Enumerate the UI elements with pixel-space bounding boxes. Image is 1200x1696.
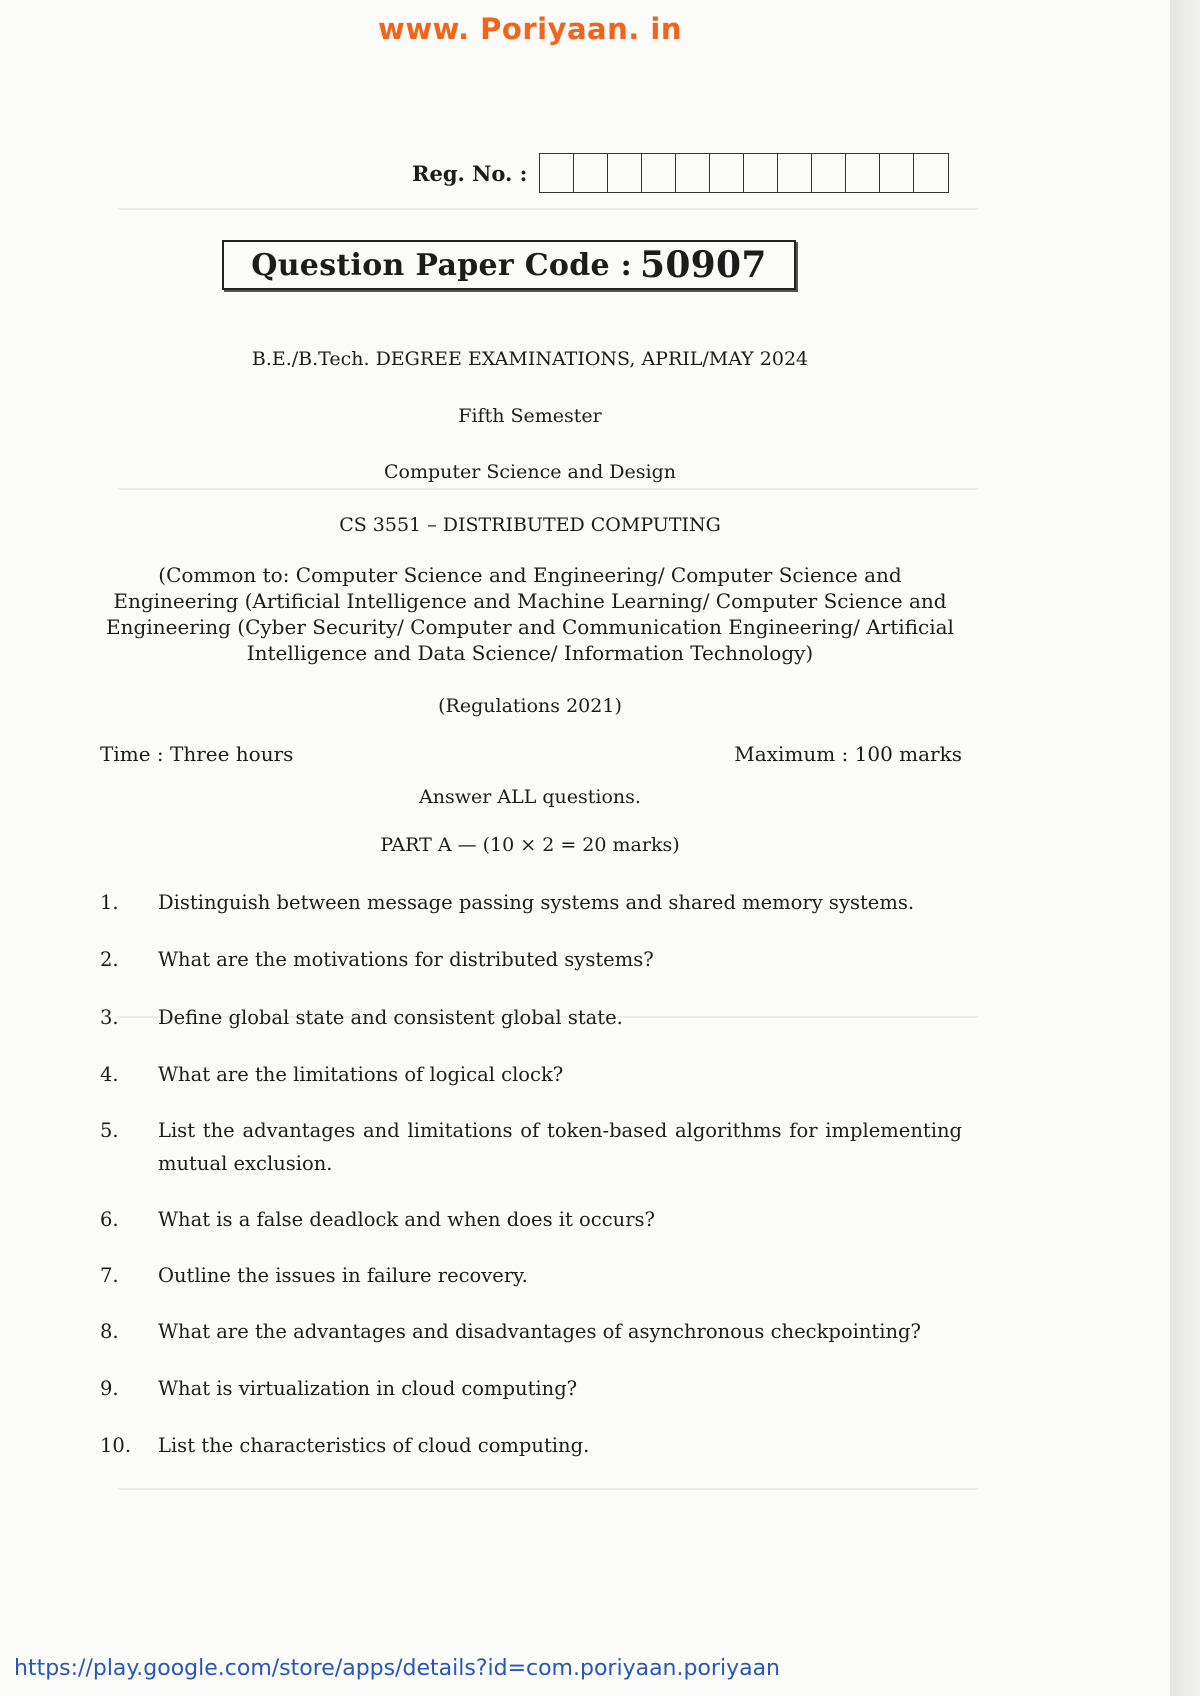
question-text: What are the limitations of logical clock?	[158, 1063, 564, 1086]
reg-number-digit-box	[744, 154, 778, 192]
question-number: 1.	[100, 891, 119, 914]
reg-number-row	[412, 153, 949, 193]
bleed-through-line	[118, 208, 978, 210]
question-item	[100, 1203, 962, 1236]
reg-number-digit-box	[778, 154, 812, 192]
common-to-note: (Common to: Computer Science and Engineering/ Computer Science and Engineering (Artificial Intelligence and Machine Learning/ Computer Science and Engineering (Cyber Security/ Computer and Communication Engineering/ Artificial Intelligence and Data Science/ Information Technology)	[106, 563, 954, 665]
semester: Fifth Semester	[458, 405, 602, 427]
exam-title: B.E./B.Tech. DEGREE EXAMINATIONS, APRIL/MAY 2024	[251, 348, 809, 370]
instruction: Answer ALL questions.	[419, 786, 641, 808]
reg-number-digit-box	[574, 154, 608, 192]
paper-code-number: 50907	[639, 244, 767, 286]
reg-number-label: Reg. No. :	[412, 160, 528, 186]
part-a-heading: PART A — (10 × 2 = 20 marks)	[380, 834, 680, 856]
question-text: Define global state and consistent global state.	[158, 1006, 623, 1029]
question-item	[100, 1114, 962, 1180]
question-text: List the advantages and limitations of token-based algorithms for implementing mutual exclusion.	[158, 1119, 962, 1175]
branch: Computer Science and Design	[383, 461, 676, 483]
reg-number-digit-box	[880, 154, 914, 192]
question-number: 10.	[100, 1434, 132, 1457]
footer-link[interactable]: https://play.google.com/store/apps/details?id=com.poriyaan.poriyaan	[14, 1656, 780, 1681]
question-item	[100, 1372, 962, 1405]
time-marks-row	[100, 742, 962, 766]
maximum-marks: Maximum : 100 marks	[734, 742, 962, 766]
question-number: 9.	[100, 1377, 119, 1400]
question-text: What are the advantages and disadvantages of asynchronous checkpointing?	[158, 1320, 921, 1343]
reg-number-digit-box	[540, 154, 574, 192]
question-item	[100, 886, 962, 919]
question-text: What are the motivations for distributed systems?	[158, 948, 654, 971]
reg-number-digit-box	[812, 154, 846, 192]
question-number: 6.	[100, 1208, 119, 1231]
reg-number-digit-box	[642, 154, 676, 192]
question-item	[100, 1259, 962, 1292]
time-allowed: Time : Three hours	[100, 742, 294, 766]
question-number: 4.	[100, 1063, 119, 1086]
bleed-through-line	[118, 488, 978, 490]
site-header[interactable]: www. Poriyaan. in	[378, 12, 682, 46]
bleed-through-line	[118, 1488, 978, 1490]
reg-number-digit-box	[608, 154, 642, 192]
reg-number-digit-box	[676, 154, 710, 192]
reg-number-digit-box	[710, 154, 744, 192]
course-title: CS 3551 – DISTRIBUTED COMPUTING	[339, 514, 721, 536]
question-number: 3.	[100, 1006, 119, 1029]
reg-number-boxes	[539, 153, 949, 193]
question-item	[100, 1429, 962, 1462]
question-item	[100, 1315, 962, 1348]
question-paper-code-box	[222, 240, 796, 290]
question-text: List the characteristics of cloud computing.	[158, 1434, 590, 1457]
question-text: What is virtualization in cloud computing?	[158, 1377, 578, 1400]
question-text: What is a false deadlock and when does it occurs?	[158, 1208, 655, 1231]
reg-number-digit-box	[914, 154, 948, 192]
question-item	[100, 1058, 962, 1091]
question-text: Distinguish between message passing systems and shared memory systems.	[158, 891, 915, 914]
regulations: (Regulations 2021)	[438, 695, 622, 717]
question-item	[100, 1001, 962, 1034]
paper-code-label: Question Paper Code :	[251, 247, 632, 283]
question-item	[100, 943, 962, 976]
question-text: Outline the issues in failure recovery.	[158, 1264, 528, 1287]
question-number: 5.	[100, 1119, 119, 1142]
question-number: 8.	[100, 1320, 119, 1343]
reg-number-digit-box	[846, 154, 880, 192]
question-number: 2.	[100, 948, 119, 971]
question-number: 7.	[100, 1264, 119, 1287]
page-edge-shadow	[1170, 0, 1200, 1696]
